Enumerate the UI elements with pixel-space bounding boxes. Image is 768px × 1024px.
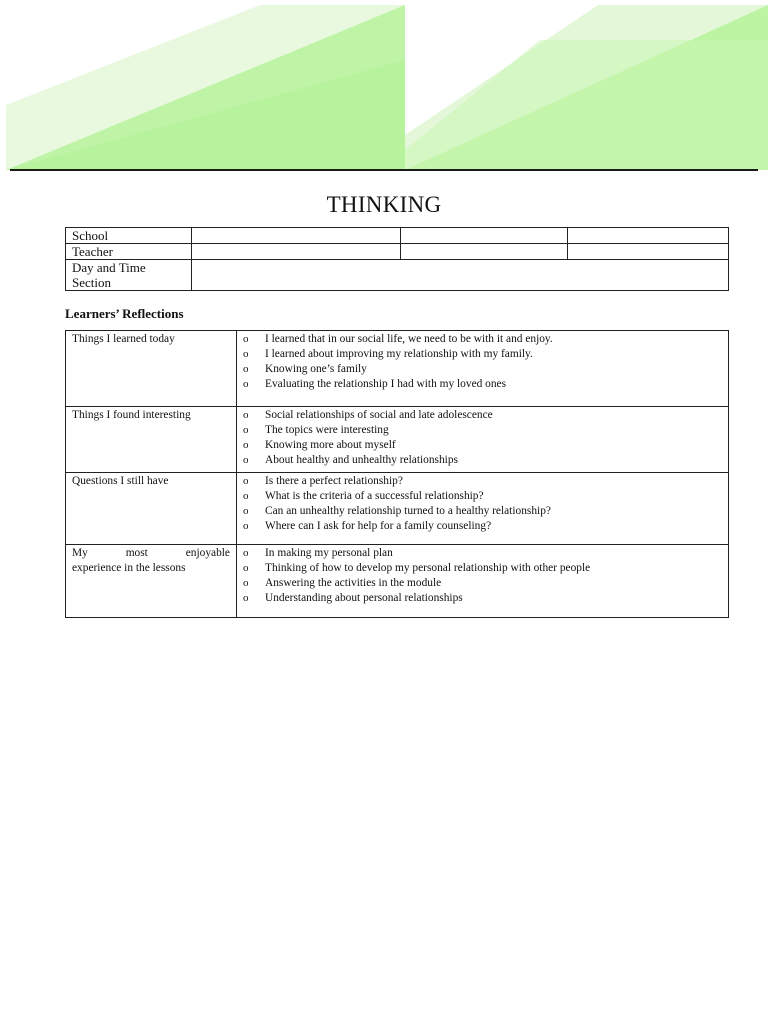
info-row-teacher [66,244,729,260]
teacher-extra-cell-1[interactable] [401,244,568,260]
reflection-item-text: Answering the activities in the module [265,577,442,589]
reflection-item [243,489,722,504]
reflection-list [243,407,722,468]
section-label: Section [72,275,111,290]
reflection-label: Things I learned today [66,331,237,407]
bullet-icon: o [243,475,249,487]
school-label: School [66,228,192,244]
reflection-item-text: What is the criteria of a successful relationship? [265,490,484,502]
day-time-label: Day and Time [72,260,146,275]
reflection-item [243,546,722,561]
bullet-icon: o [243,592,249,604]
reflection-item [243,347,722,362]
reflection-item-text: Can an unhealthy relationship turned to a healthy relationship? [265,505,551,517]
header-rule [10,169,758,171]
reflection-item-text: Is there a perfect relationship? [265,475,403,487]
day-section-label-cell [66,260,192,291]
day-section-value-cell[interactable] [192,260,729,291]
reflection-item [243,453,722,468]
reflection-items-cell [237,473,729,545]
reflection-list [243,331,722,392]
info-row-school [66,228,729,244]
reflection-list [243,545,722,606]
reflection-row-interesting [66,407,729,473]
reflection-item [243,519,722,534]
reflection-label-line-1 [72,546,230,561]
section-heading: Learners’ Reflections [65,306,184,321]
label-word: most [125,547,148,559]
school-extra-cell-2[interactable] [568,228,729,244]
reflection-item [243,408,722,423]
bullet-icon: o [243,378,249,390]
reflection-item [243,377,722,392]
reflection-item-text: Evaluating the relationship I had with my loved ones [265,378,507,390]
header-decoration [0,0,768,175]
reflection-label: Things I found interesting [66,407,237,473]
reflection-item-text: Understanding about personal relationships [265,592,463,604]
reflection-item [243,423,722,438]
bullet-icon: o [243,348,249,360]
bullet-icon: o [243,547,249,559]
bullet-icon: o [243,424,249,436]
teacher-label: Teacher [66,244,192,260]
reflection-item [243,332,722,347]
reflection-item-text: About healthy and unhealthy relationships [265,454,458,466]
reflection-item-text: In making my personal plan [265,547,393,559]
reflection-label: Questions I still have [66,473,237,545]
reflection-item [243,576,722,591]
teacher-extra-cell-2[interactable] [568,244,729,260]
reflections-table [65,330,729,618]
reflection-label-line-2: experience in the lessons [72,562,186,574]
bullet-icon: o [243,454,249,466]
label-word: enjoyable [185,547,230,559]
document-title: THINKING [326,192,442,217]
bullet-icon: o [243,333,249,345]
reflection-row-learned [66,331,729,407]
reflection-row-questions [66,473,729,545]
teacher-value-cell[interactable] [192,244,401,260]
reflection-item-text: Knowing more about myself [265,439,396,451]
reflection-item-text: Where can I ask for help for a family counseling? [265,520,492,532]
label-word: My [72,547,88,559]
reflection-item-text: The topics were interesting [265,424,389,436]
bullet-icon: o [243,505,249,517]
reflection-item-text: Thinking of how to develop my personal relationship with other people [265,562,591,574]
reflection-item [243,438,722,453]
reflection-item-text: I learned that in our social life, we need to be with it and enjoy. [265,333,553,345]
bullet-icon: o [243,439,249,451]
reflection-list [243,473,722,534]
bullet-icon: o [243,363,249,375]
reflection-item [243,591,722,606]
reflection-items-cell [237,545,729,618]
reflection-item-text: I learned about improving my relationship with my family. [265,348,533,360]
school-extra-cell-1[interactable] [401,228,568,244]
reflection-items-cell [237,407,729,473]
bullet-icon: o [243,490,249,502]
reflection-row-enjoyable [66,545,729,618]
bullet-icon: o [243,409,249,421]
reflection-item [243,362,722,377]
reflection-items-cell [237,331,729,407]
school-value-cell[interactable] [192,228,401,244]
info-table [65,227,729,291]
reflection-item-text: Social relationships of social and late adolescence [265,409,493,421]
reflection-item-text: Knowing one’s family [265,363,367,375]
bullet-icon: o [243,520,249,532]
reflection-label-enjoyable [66,545,237,618]
bullet-icon: o [243,577,249,589]
reflection-item [243,474,722,489]
info-row-day-section [66,260,729,291]
reflection-item [243,561,722,576]
reflection-item [243,504,722,519]
bullet-icon: o [243,562,249,574]
